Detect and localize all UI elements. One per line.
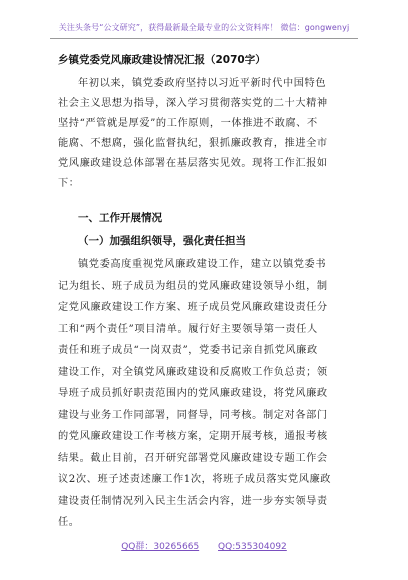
qq-group-link[interactable]: QQ群：30265665 — [121, 542, 200, 552]
body-line: 工和“两个责任”项目清单。履行好主要领导第一责任人 — [58, 323, 318, 335]
body-line: 责任和班子成员“一岗双责”，党委书记亲自抓党风廉政 — [58, 345, 318, 356]
body-line: 镇党委高度重视党风廉政建设工作，建立以镇党委书 — [78, 259, 327, 270]
header-banner: 关注头条号“公文研究”，获得最新最全最专业的公文资料库！ 微信：gongwenyj — [58, 23, 350, 32]
body-line: 结果。截止目前，召开研究部署党风廉政建设专题工作会 — [58, 452, 328, 464]
body-line: 记为组长、班子成员为组员的党风廉政建设领导小组，制 — [58, 280, 328, 292]
intro-line: 党风廉政建设总体部署在基层落实见效。现将工作汇报如 — [58, 158, 328, 169]
body-line: 导班子成员抓好职责范围内的党风廉政建设，将党风廉政 — [58, 388, 328, 399]
body-line: 建设工作，对全镇党风廉政建设和反腐败工作负总责；领 — [58, 366, 328, 378]
footer-contacts — [0, 539, 408, 552]
document-title: 乡镇党委党风廉政建设情况汇报（2070字） — [58, 54, 266, 66]
intro-line: 下： — [58, 178, 80, 189]
body-line: 建设责任制情况列入民主生活会内容，进一步夯实领导责 — [58, 495, 328, 507]
body-line: 任。 — [58, 517, 80, 528]
qq-contact-link[interactable]: QQ:535304092 — [218, 542, 287, 552]
body-line: 定党风廉政建设工作方案、班子成员党风廉政建设责任分 — [58, 302, 328, 313]
intro-line: 年初以来，镇党委政府坚持以习近平新时代中国特色 — [78, 78, 327, 89]
header-divider — [50, 38, 358, 39]
intro-line: 能腐、不想腐，强化监督执纪，狠抓廉政教育，推进全市 — [58, 138, 328, 149]
subsection-heading: （一）加强组织领导，强化责任担当 — [78, 235, 246, 247]
section-heading: 一、工作开展情况 — [78, 212, 162, 224]
body-paragraph — [58, 254, 350, 534]
body-line: 议2次、班子述责述廉工作1次，将班子成员落实党风廉政 — [58, 474, 332, 485]
intro-line: 坚持“严管就是厚爱”的工作原则，一体推进不敢腐、不 — [58, 118, 318, 129]
intro-paragraph — [58, 74, 350, 194]
body-line: 的党风廉政建设工作考核方案，定期开展考核，通报考核 — [58, 431, 328, 442]
body-line: 建设与业务工作同部署，同督导，同考核。制定对各部门 — [58, 409, 328, 421]
intro-line: 社会主义思想为指导，深入学习贯彻落实党的二十大精神 — [58, 98, 328, 109]
